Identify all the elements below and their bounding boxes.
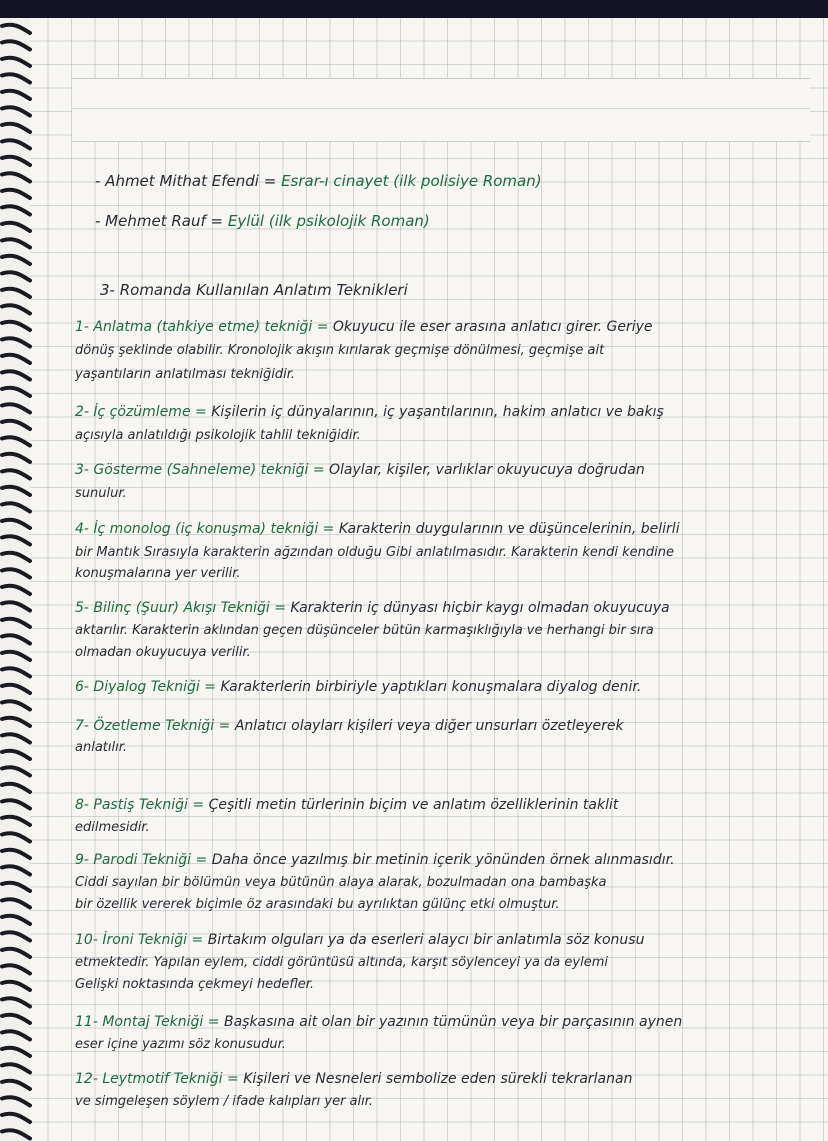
ref-1 <box>95 172 542 190</box>
technique-11-title: 11- Montaj Tekniği = <box>75 1014 220 1030</box>
section-title: 3- Romanda Kullanılan Anlatım Teknikleri <box>100 281 408 299</box>
technique-10-line-2: etmektedir. Yapılan eylem, ciddi görüntüsü altında, karşıt söylenceyi ya da eylemi <box>75 955 608 970</box>
technique-4-text-1: Karakterin duygularının ve düşüncelerinin, belirli <box>338 521 680 537</box>
technique-2-line-2: açısıyla anlatıldığı psikolojik tahlil tekniğidir. <box>75 428 361 443</box>
technique-5-line-2: aktarılır. Karakterin aklından geçen düşünceler bütün karmaşıklığıyla ve herhangi bir sıra <box>75 623 654 638</box>
technique-10-line-1 <box>75 932 644 948</box>
technique-4-line-2: bir Mantık Sırasıyla karakterin ağzından olduğu Gibi anlatılmasıdır. Karakterin kendi kendine <box>75 545 675 560</box>
technique-1-title: 1- Anlatma (tahkiye etme) tekniği = <box>75 319 329 335</box>
technique-3-text-1: Olaylar, kişiler, varlıklar okuyucuya doğrudan <box>329 462 645 478</box>
technique-10-title: 10- İroni Tekniği = <box>75 932 204 948</box>
technique-6-title: 6- Diyalog Tekniği = <box>75 679 216 695</box>
technique-8-title: 8- Pastiş Tekniği = <box>75 797 205 813</box>
technique-11-text-1: Başkasına ait olan bir yazının tümünün veya bir parçasının aynen <box>223 1014 683 1030</box>
technique-4-line-1 <box>75 521 680 537</box>
technique-3-title: 3- Gösterme (Sahneleme) tekniği = <box>75 462 325 478</box>
technique-6-text-1: Karakterlerin birbiriyle yaptıkları konuşmalara diyalog denir. <box>220 679 642 695</box>
technique-12-text-1: Kişileri ve Nesneleri sembolize eden sürekli tekrarlanan <box>243 1071 633 1087</box>
technique-10-text-1: Birtakım olguları ya da eserleri alaycı bir anlatımla söz konusu <box>207 932 645 948</box>
technique-6-line-1 <box>75 679 641 695</box>
technique-12-line-1 <box>75 1071 632 1087</box>
technique-7-line-2: anlatılır. <box>75 740 127 755</box>
technique-5-text-1: Karakterin iç dünyası hiçbir kaygı olmadan okuyucuya <box>290 600 670 616</box>
technique-11-line-2: eser içine yazımı söz konusudur. <box>75 1037 286 1052</box>
ref-2-work: Eylül (ilk psikolojik Roman) <box>227 212 430 230</box>
technique-1-line-3: yaşantıların anlatılması tekniğidir. <box>75 367 295 382</box>
technique-1-line-2: dönüş şeklinde olabilir. Kronolojik akışın kırılarak geçmişe dönülmesi, geçmişe ait <box>75 343 605 358</box>
ref-2-author: - Mehmet Rauf = <box>95 212 224 230</box>
technique-3-line-1 <box>75 462 645 478</box>
technique-1-text-1: Okuyucu ile eser arasına anlatıcı girer. Geriye <box>332 319 653 335</box>
technique-8-line-2: edilmesidir. <box>75 820 150 835</box>
technique-12-line-2: ve simgeleşen söylem / ifade kalıpları yer alır. <box>75 1094 374 1109</box>
technique-4-title: 4- İç monolog (iç konuşma) tekniği = <box>75 521 335 537</box>
ref-1-author: - Ahmet Mithat Efendi = <box>95 172 277 190</box>
technique-9-line-2: Ciddi sayılan bir bölümün veya bütünün alaya alarak, bozulmadan ona bambaşka <box>75 875 607 890</box>
technique-11-line-1 <box>75 1014 682 1030</box>
technique-1-line-1 <box>75 319 653 335</box>
technique-2-text-1: Kişilerin iç dünyalarının, iç yaşantılarının, hakim anlatıcı ve bakış <box>211 404 664 420</box>
ref-2 <box>95 212 430 230</box>
technique-9-title: 9- Parodi Tekniği = <box>75 852 208 868</box>
technique-9-line-1 <box>75 852 675 868</box>
technique-12-title: 12- Leytmotif Tekniği = <box>75 1071 239 1087</box>
technique-7-text-1: Anlatıcı olayları kişileri veya diğer unsurları özetleyerek <box>234 718 624 734</box>
technique-9-text-1: Daha önce yazılmış bir metinin içerik yönünden örnek alınmasıdır. <box>211 852 675 868</box>
technique-7-line-1 <box>75 718 624 734</box>
technique-7-title: 7- Özetleme Tekniği = <box>75 718 231 734</box>
technique-5-line-1 <box>75 600 670 616</box>
technique-5-title: 5- Bilinç (Şuur) Akışı Tekniği = <box>75 600 286 616</box>
technique-5-line-3: olmadan okuyucuya verilir. <box>75 645 251 660</box>
technique-3-line-2: sunulur. <box>75 486 127 501</box>
technique-9-line-3: bir özellik vererek biçimle öz arasındaki bu ayrılıktan gülünç etki olmuştur. <box>75 897 560 912</box>
technique-10-line-3: Gelişki noktasında çekmeyi hedefler. <box>75 977 315 992</box>
technique-2-line-1 <box>75 404 664 420</box>
technique-8-text-1: Çeşitli metin türlerinin biçim ve anlatım özelliklerinin taklit <box>208 797 619 813</box>
technique-2-title: 2- İç çözümleme = <box>75 404 207 420</box>
ref-1-work: Esrar-ı cinayet (ilk polisiye Roman) <box>281 172 542 190</box>
technique-8-line-1 <box>75 797 618 813</box>
technique-4-line-3: konuşmalarına yer verilir. <box>75 566 241 581</box>
